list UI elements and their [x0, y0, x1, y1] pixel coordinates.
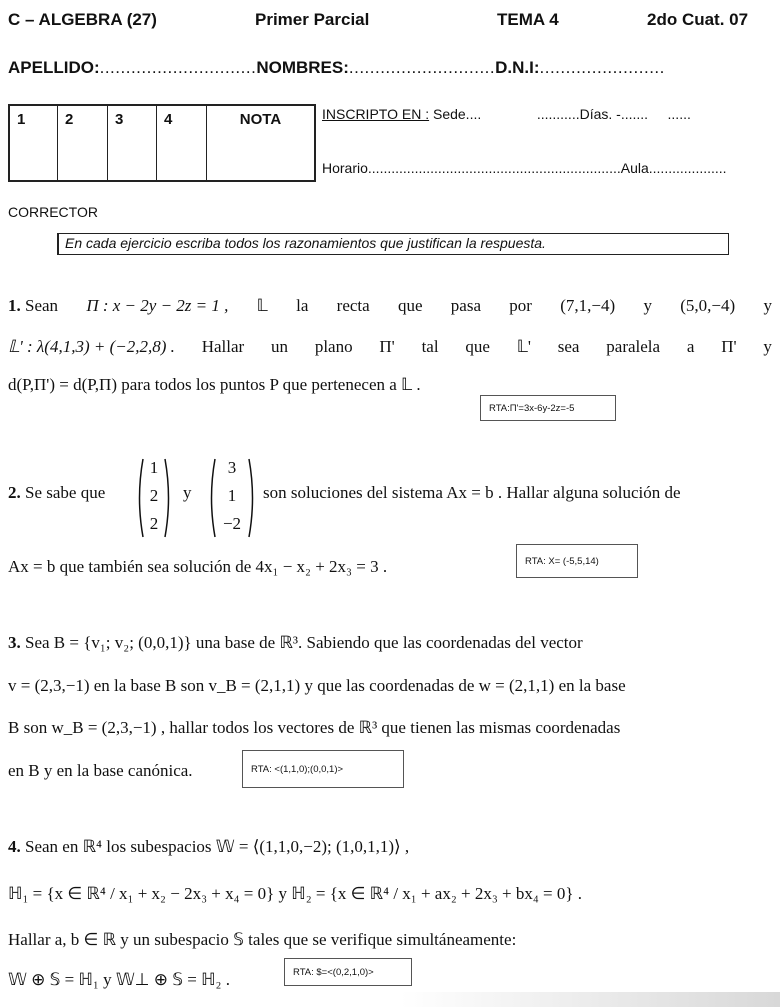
p1-word: paralela — [606, 337, 661, 356]
aula-field[interactable]: .................... — [648, 160, 727, 176]
trail-dot: . — [659, 58, 665, 77]
inscripto-label: INSCRIPTO EN : — [322, 106, 430, 122]
sede-label: Sede. — [432, 106, 470, 122]
p1-number: 1. — [8, 296, 21, 315]
dias-dots: ........... — [536, 106, 580, 122]
p2-vector-1 — [135, 457, 173, 539]
p1-word: a — [686, 337, 695, 356]
course-title: C – ALGEBRA (27) — [8, 10, 157, 29]
p1-word: pasa — [450, 296, 482, 315]
p4-line-1-text: Sean en ℝ⁴ los subespacios 𝕎 = ⟨(1,1,0,−2); (1,0,1,1)⟩ , — [25, 837, 410, 856]
p4-line-3: Hallar a, b ∈ ℝ y un subespacio 𝕊 tales que se verifique simultáneamente: — [8, 930, 517, 949]
nombres-field[interactable]: ............................ — [348, 58, 496, 77]
apellido-label: APELLIDO: — [8, 58, 100, 77]
p2-vector-2 — [207, 457, 257, 539]
p4-answer: RTA: $=<(0,2,1,0)> — [284, 958, 412, 986]
grade-box — [8, 104, 316, 182]
vector-entry: 2 — [149, 486, 159, 505]
vector-entry: 3 — [227, 458, 237, 477]
p1-point-1: (7,1,−4) — [560, 296, 616, 315]
grade-cell-nota[interactable]: NOTA — [239, 111, 282, 128]
p1-word: Sean — [25, 296, 59, 315]
p4-line-1 — [8, 837, 409, 857]
p1-word: Hallar — [201, 337, 245, 356]
p1-word: por — [509, 296, 532, 315]
p1-answer: RTA:Π'=3x-6y-2z=-5 — [480, 395, 616, 421]
dni-label: D.N.I: — [495, 58, 540, 77]
instructions-box: En cada ejercicio escriba todos los razonamientos que justifican la respuesta. — [57, 233, 729, 255]
p3-line-4: en B y en la base canónica. — [8, 761, 193, 780]
p3-line-3: B son w_B = (2,3,−1) , hallar todos los vectores de ℝ³ que tienen las mismas coordenadas — [8, 718, 621, 737]
vector-entry: 1 — [227, 486, 237, 505]
p1-word: y — [763, 337, 772, 356]
sede-field[interactable]: ... — [469, 106, 493, 122]
p1-point-2: (5,0,−4) — [680, 296, 736, 315]
dias-field[interactable]: ....... ...... — [620, 106, 691, 122]
p1-line-eq: 𝕃' : λ(4,1,3) + (−2,2,8) . — [8, 337, 175, 356]
p3-answer: RTA: <(1,1,0);(0,0,1)> — [242, 750, 404, 788]
p1-word: la — [296, 296, 309, 315]
p2-and: y — [183, 483, 192, 502]
p1-word: y — [763, 296, 772, 315]
corrector-label: CORRECTOR — [8, 204, 98, 220]
p1-word: recta — [336, 296, 370, 315]
p1-word: que — [397, 296, 423, 315]
p1-word: un — [271, 337, 288, 356]
horario-field[interactable]: ................................................................ — [371, 160, 621, 176]
p1-line-1 — [8, 296, 772, 316]
grade-cell-1[interactable]: 1 — [10, 106, 58, 180]
p1-word: plano — [314, 337, 353, 356]
vector-entry: 1 — [149, 458, 159, 477]
p1-word: que — [465, 337, 490, 356]
p2-post: son soluciones del sistema Ax = b . Hallar alguna solución de — [263, 483, 681, 502]
vector-entry: −2 — [222, 514, 242, 533]
p4-line-4: 𝕎 ⊕ 𝕊 = ℍ₁ y 𝕎⊥ ⊕ 𝕊 = ℍ₂ . — [8, 970, 230, 989]
p2-answer: RTA: X= (-5,5,14) — [516, 544, 638, 578]
p3-number: 3. — [8, 633, 21, 652]
vector-entry: 2 — [149, 514, 159, 533]
nombres-label: NOMBRES: — [256, 58, 349, 77]
inscripto-line — [322, 106, 691, 122]
p3-line-2: v = (2,3,−1) en la base B son v_B = (2,1,1) y que las coordenadas de w = (2,1,1) en la base — [8, 676, 626, 695]
horario-label: Horario. — [322, 160, 372, 176]
p2-line-2: Ax = b que también sea solución de 4x₁ − x₂ + 2x₃ = 3 . — [8, 557, 388, 576]
p2-number: 2. — [8, 483, 21, 502]
exam-title: Primer Parcial — [255, 10, 370, 29]
grade-cell-4[interactable]: 4 — [157, 106, 207, 180]
p2-intro — [8, 483, 105, 503]
aula-label: Aula — [620, 160, 649, 176]
p1-line-2 — [8, 337, 772, 357]
student-id-line — [8, 58, 665, 78]
p4-number: 4. — [8, 837, 21, 856]
p1-line-3: d(P,Π') = d(P,Π) para todos los puntos P que pertenecen a 𝕃 . — [8, 375, 421, 394]
p2-pre: Se sabe que — [25, 483, 106, 502]
p1-word: Π' — [379, 337, 395, 356]
p1-word: sea — [557, 337, 580, 356]
p1-word: y — [643, 296, 652, 315]
p3-line-1-text: Sea B = {v₁; v₂; (0,0,1)} una base de ℝ³. Sabiendo que las coordenadas del vector — [25, 633, 583, 652]
apellido-field[interactable]: .............................. — [99, 58, 257, 77]
p4-line-2: ℍ₁ = {x ∈ ℝ⁴ / x₁ + x₂ − 2x₃ + x₄ = 0} y ℍ₂ = {x ∈ ℝ⁴ / x₁ + ax₂ + 2x₃ + bx₄ = 0} . — [8, 884, 583, 903]
p1-word: tal — [421, 337, 439, 356]
tema-label: TEMA 4 — [497, 10, 559, 29]
p1-word: Π' — [721, 337, 737, 356]
p1-plane-eq: Π : x − 2y − 2z = 1 , — [86, 296, 229, 315]
grade-cell-3[interactable]: 3 — [108, 106, 157, 180]
p1-line-symbol: 𝕃 — [256, 296, 268, 315]
term-label: 2do Cuat. 07 — [647, 10, 749, 29]
p1-word: 𝕃' — [516, 337, 531, 356]
p3-line-1 — [8, 633, 583, 653]
dias-label: Días. - — [579, 106, 621, 122]
horario-line — [322, 160, 727, 176]
grade-cell-2[interactable]: 2 — [58, 106, 108, 180]
scan-shadow — [400, 992, 780, 1007]
dni-field[interactable]: ....................... — [539, 58, 660, 77]
